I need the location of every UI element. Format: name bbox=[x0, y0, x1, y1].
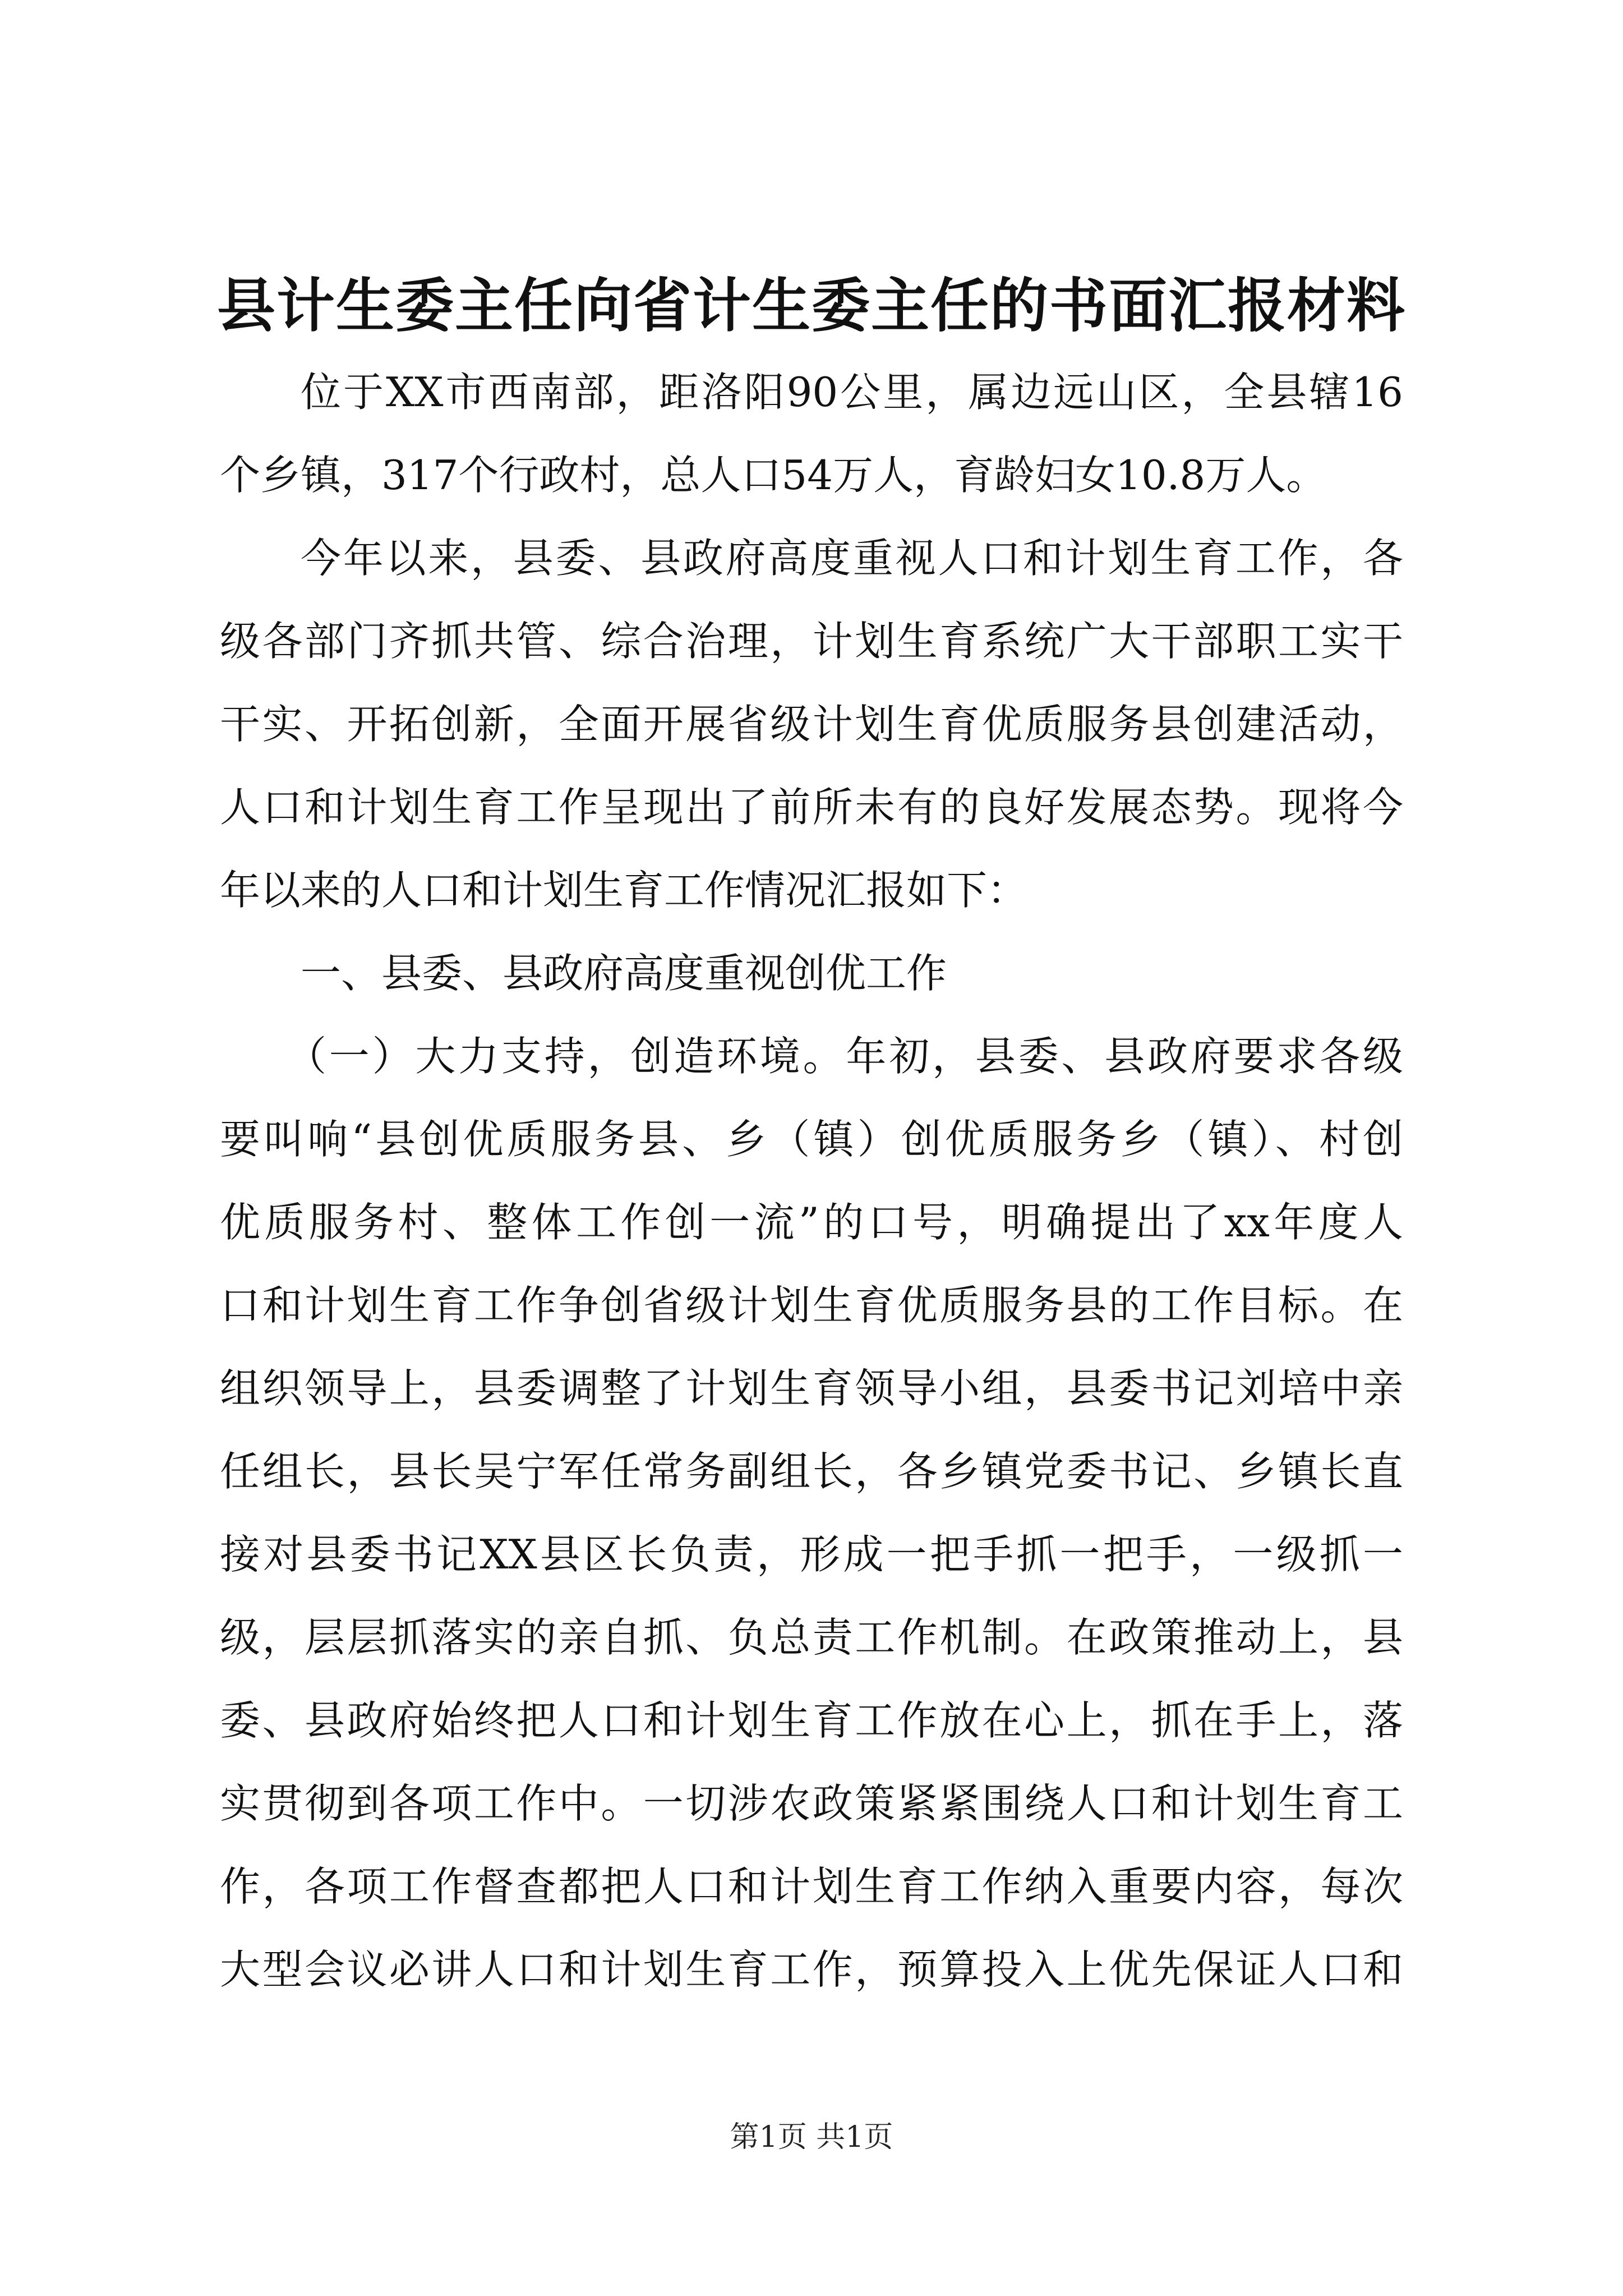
paragraph-2-line-4: 人口和计划生育工作呈现出了前所未有的良好发展态势。现将今 bbox=[220, 784, 1403, 831]
paragraph-3-line-3: 优质服务村、整体工作创一流”的口号，明确提出了xx年度人 bbox=[220, 1199, 1403, 1246]
paragraph-3-line-10: 实贯彻到各项工作中。一切涉农政策紧紧围绕人口和计划生育工 bbox=[220, 1780, 1403, 1827]
section-heading-1: 一、县委、县政府高度重视创优工作 bbox=[301, 950, 947, 997]
paragraph-3-line-2: 要叫响“县创优质服务县、乡（镇）创优质服务乡（镇）、村创 bbox=[220, 1116, 1403, 1163]
page-number-footer: 第1页 共1页 bbox=[730, 2120, 893, 2154]
paragraph-3-line-11: 作，各项工作督查都把人口和计划生育工作纳入重要内容，每次 bbox=[220, 1863, 1403, 1910]
document-body bbox=[220, 351, 1403, 2011]
paragraph-3-line-9: 委、县政府始终把人口和计划生育工作放在心上，抓在手上，落 bbox=[220, 1697, 1403, 1744]
paragraph-3-line-7: 接对县委书记XX县区长负责，形成一把手抓一把手，一级抓一 bbox=[220, 1531, 1403, 1578]
paragraph-3-line-8: 级，层层抓落实的亲自抓、负总责工作机制。在政策推动上，县 bbox=[220, 1614, 1403, 1661]
paragraph-1-line-2: 个乡镇，317个行政村，总人口54万人，育龄妇女10.8万人。 bbox=[220, 452, 1327, 499]
paragraph-2-line-2: 级各部门齐抓共管、综合治理，计划生育系统广大干部职工实干 bbox=[220, 618, 1403, 665]
paragraph-2-line-1: 今年以来，县委、县政府高度重视人口和计划生育工作，各 bbox=[301, 535, 1403, 582]
paragraph-2-line-3: 干实、开拓创新，全面开展省级计划生育优质服务县创建活动， bbox=[220, 701, 1403, 748]
document-title: 县计生委主任向省计生委主任的书面汇报材料 bbox=[216, 271, 1406, 340]
paragraph-3-line-4: 口和计划生育工作争创省级计划生育优质服务县的工作目标。在 bbox=[220, 1282, 1403, 1329]
paragraph-3-line-1: （一）大力支持，创造环境。年初，县委、县政府要求各级 bbox=[286, 1033, 1403, 1080]
paragraph-3-line-6: 任组长，县长吴宁军任常务副组长，各乡镇党委书记、乡镇长直 bbox=[220, 1448, 1403, 1495]
paragraph-3-line-12: 大型会议必讲人口和计划生育工作，预算投入上优先保证人口和 bbox=[220, 1946, 1403, 1993]
paragraph-1-line-1: 位于XX市西南部，距洛阳90公里，属边远山区，全县辖16 bbox=[301, 369, 1403, 416]
paragraph-3-line-5: 组织领导上，县委调整了计划生育领导小组，县委书记刘培中亲 bbox=[220, 1365, 1403, 1412]
paragraph-2-line-5: 年以来的人口和计划生育工作情况汇报如下： bbox=[220, 867, 1028, 914]
